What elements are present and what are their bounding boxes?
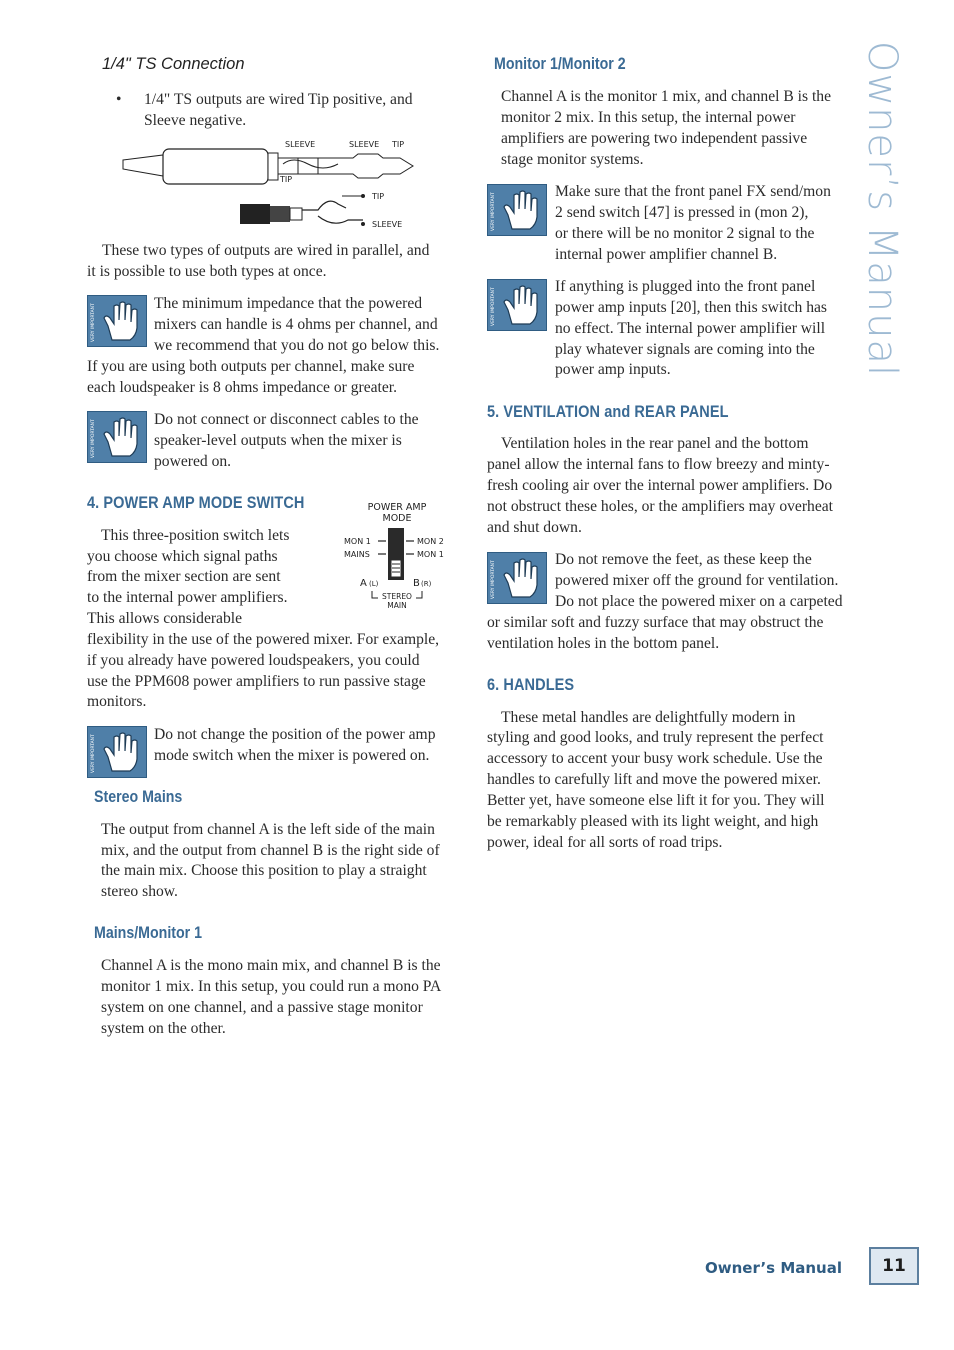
- section-4-heading: 4. POWER AMP MODE SWITCH: [87, 494, 305, 512]
- section4-line-5: This allows considerable: [87, 610, 243, 627]
- monitor1-monitor2-heading: Monitor 1/Monitor 2: [494, 55, 626, 73]
- svg-text:MON 2: MON 2: [417, 537, 444, 546]
- note6-line-5: ventilation holes in the bottom panel.: [487, 635, 720, 652]
- very-important-hand-icon: [487, 184, 547, 236]
- note2-line-1: Do not connect or disconnect cables to the: [154, 411, 419, 428]
- very-important-hand-icon: [87, 411, 147, 463]
- ts-bullet-line-1: 1/4" TS outputs are wired Tip positive, and: [144, 91, 413, 108]
- section5-line-3: fresh cooling air over the internal power amplifiers. Do: [487, 477, 833, 494]
- section-5-heading: 5. VENTILATION and REAR PANEL: [487, 403, 729, 421]
- svg-text:POWER AMP: POWER AMP: [367, 502, 427, 513]
- svg-text:VERY IMPORTANT: VERY IMPORTANT: [91, 734, 96, 773]
- section5-line-5: and shut down.: [487, 519, 582, 536]
- very-important-hand-icon: [87, 726, 147, 778]
- mains-line-3: system on one channel, and a passive stage monitor: [101, 999, 423, 1016]
- svg-text:A: A: [360, 578, 367, 589]
- note6-line-4: or similar soft and fuzzy surface that may obstruct the: [487, 614, 824, 631]
- note6-line-2: powered mixer off the ground for ventilation.: [555, 572, 839, 589]
- parallel-line-2: it is possible to use both types at once.: [87, 263, 327, 280]
- section4-line-1: This three-position switch lets: [101, 527, 290, 544]
- note4-line-3: or there will be no monitor 2 signal to the: [555, 225, 815, 242]
- stereo-mains-heading: Stereo Mains: [94, 788, 183, 806]
- stereo-line-3: the main mix. Choose this position to play a straight: [101, 862, 427, 879]
- label-sleeve-3: SLEEVE: [372, 220, 403, 229]
- section4-line-8: use the PPM608 power amplifiers to run passive stage: [87, 673, 426, 690]
- svg-text:MON 1: MON 1: [417, 550, 444, 559]
- monitor-line-4: stage monitor systems.: [501, 151, 644, 168]
- ts-plug-diagram: [118, 136, 418, 232]
- ts-bullet-line-2: Sleeve negative.: [144, 112, 247, 129]
- footer-manual-label: Owner’s Manual: [704, 1259, 842, 1277]
- svg-text:STEREO: STEREO: [382, 592, 412, 601]
- note5-line-4: play whatever signals are coming into the: [555, 341, 815, 358]
- svg-text:VERY IMPORTANT: VERY IMPORTANT: [91, 419, 96, 458]
- svg-text:MAINS: MAINS: [344, 550, 370, 559]
- monitor-line-1: Channel A is the monitor 1 mix, and channel B is the: [501, 88, 832, 105]
- stereo-line-1: The output from channel A is the left side of the main: [101, 821, 435, 838]
- note5-line-5: power amp inputs.: [555, 361, 671, 378]
- very-important-hand-icon: [487, 279, 547, 331]
- mains-line-4: system on the other.: [101, 1020, 226, 1037]
- note1-line-4: If you are using both outputs per channel, make sure: [87, 358, 415, 375]
- section4-line-3: from the mixer section are sent: [87, 568, 281, 585]
- note3-line-2: mode switch when the mixer is powered on.: [154, 747, 430, 764]
- mains-line-1: Channel A is the mono main mix, and channel B is the: [101, 957, 441, 974]
- section4-line-6: flexibility in the use of the powered mixer. For example,: [87, 631, 440, 648]
- stereo-line-2: mix, and the output from channel B is the right side of: [101, 842, 440, 859]
- parallel-line-1: These two types of outputs are wired in parallel, and: [102, 242, 430, 259]
- note1-line-2: mixers can handle is 4 ohms per channel, and: [154, 316, 438, 333]
- label-sleeve-1: SLEEVE: [285, 140, 316, 149]
- section6-line-1: These metal handles are delightfully modern in: [501, 709, 796, 726]
- section4-line-2: you choose which signal paths: [87, 548, 278, 565]
- note6-line-1: Do not remove the feet, as these keep the: [555, 551, 812, 568]
- svg-text:VERY IMPORTANT: VERY IMPORTANT: [91, 303, 96, 342]
- note4-line-1: Make sure that the front panel FX send/mon: [555, 183, 831, 200]
- very-important-hand-icon: [487, 552, 547, 604]
- note4-line-2: 2 send switch [47] is pressed in (mon 2),: [555, 204, 809, 221]
- section4-line-4: to the internal power amplifiers.: [87, 589, 288, 606]
- bullet-mark: •: [116, 91, 122, 108]
- svg-text:VERY IMPORTANT: VERY IMPORTANT: [491, 287, 496, 326]
- section6-line-5: Better yet, have someone else lift it for you. They will: [487, 792, 825, 809]
- section6-line-6: be remarkably pleased with its light weight, and high: [487, 813, 819, 830]
- note1-line-5: each loudspeaker is 8 ohms impedance or greater.: [87, 379, 398, 396]
- page-number: 11: [869, 1247, 919, 1285]
- svg-text:VERY IMPORTANT: VERY IMPORTANT: [491, 192, 496, 231]
- mains-monitor1-heading: Mains/Monitor 1: [94, 924, 203, 942]
- note5-line-3: no effect. The internal power amplifier will: [555, 320, 826, 337]
- note2-line-2: speaker-level outputs when the mixer is: [154, 432, 402, 449]
- svg-text:(R): (R): [421, 580, 432, 588]
- monitor-line-3: amplifiers are powering two independent passive: [501, 130, 808, 147]
- note2-line-3: powered on.: [154, 453, 232, 470]
- svg-text:VERY IMPORTANT: VERY IMPORTANT: [491, 560, 496, 599]
- very-important-hand-icon: [87, 295, 147, 347]
- ts-connection-heading: 1/4" TS Connection: [102, 55, 245, 73]
- note6-line-3: Do not place the powered mixer on a carpeted: [555, 593, 843, 610]
- section6-line-2: styling and good looks, and truly represent the perfect: [487, 729, 824, 746]
- label-tip-2: TIP: [280, 175, 293, 184]
- label-tip-3: TIP: [372, 192, 385, 201]
- section6-line-3: accessory to accent your busy work schedule. Use the: [487, 750, 823, 767]
- section-6-heading: 6. HANDLES: [487, 676, 575, 694]
- stereo-line-4: stereo show.: [101, 883, 178, 900]
- label-sleeve-2: SLEEVE: [349, 140, 380, 149]
- section6-line-7: power, ideal for all sorts of road trips.: [487, 834, 723, 851]
- note5-line-1: If anything is plugged into the front panel: [555, 278, 816, 295]
- label-tip-1: TIP: [392, 140, 405, 149]
- svg-text:MAIN: MAIN: [387, 601, 407, 610]
- svg-text:MON 1: MON 1: [344, 537, 371, 546]
- power-amp-mode-switch-diagram: [340, 498, 460, 613]
- section4-line-7: if you already have powered loudspeakers, you could: [87, 652, 420, 669]
- note5-line-2: power amp inputs [20], then this switch has: [555, 299, 827, 316]
- mains-line-2: monitor 1 mix. In this setup, you could run a mono PA: [101, 978, 442, 995]
- sidebar-manual-title: Owner’s Manual: [858, 40, 905, 378]
- section5-line-2: panel allow the internal fans to flow breezy and minty-: [487, 456, 830, 473]
- note4-line-4: internal power amplifier channel B.: [555, 246, 778, 263]
- note3-line-1: Do not change the position of the power amp: [154, 726, 436, 743]
- section4-line-9: monitors.: [87, 693, 147, 710]
- section6-line-4: handles to carefully lift and move the powered mixer.: [487, 771, 821, 788]
- section5-line-1: Ventilation holes in the rear panel and the bottom: [501, 435, 809, 452]
- note1-line-1: The minimum impedance that the powered: [154, 295, 423, 312]
- svg-text:MODE: MODE: [382, 513, 412, 524]
- note1-line-3: we recommend that you do not go below this.: [154, 337, 440, 354]
- monitor-line-2: monitor 2 mix. In this setup, the internal power: [501, 109, 796, 126]
- section5-line-4: not obstruct these holes, or the amplifiers may overheat: [487, 498, 833, 515]
- svg-text:B: B: [413, 578, 420, 589]
- svg-text:(L): (L): [369, 580, 379, 588]
